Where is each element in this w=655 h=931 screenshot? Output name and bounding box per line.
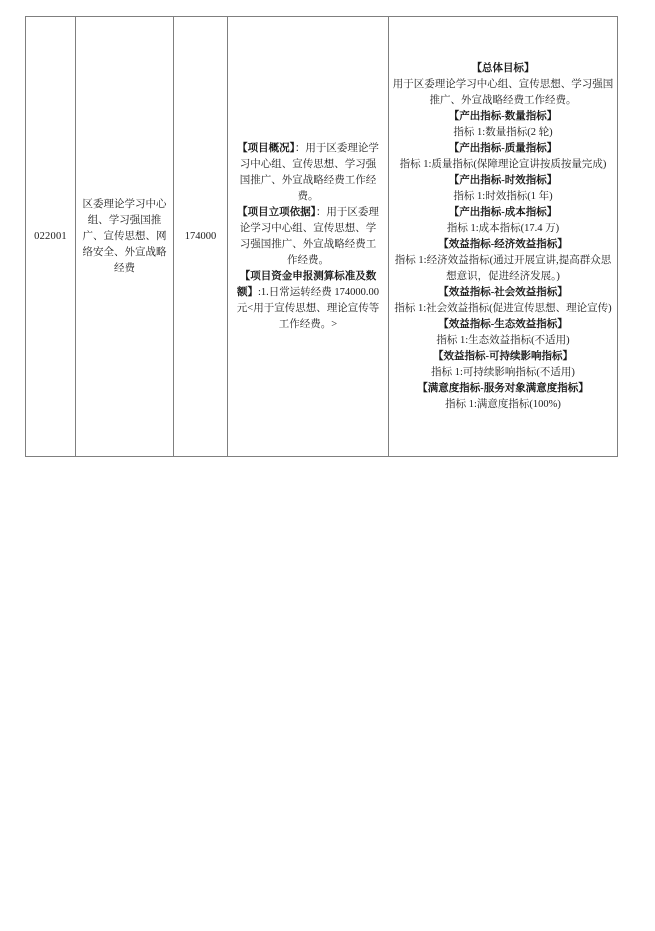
overview-section-label: 【项目立项依据】 xyxy=(237,206,316,218)
goal-line-text: 【效益指标-经济效益指标】 xyxy=(438,238,568,250)
goal-line xyxy=(391,77,615,109)
goal-line xyxy=(391,157,615,173)
goal-line-text: 指标 1:可持续影响指标(不适用) xyxy=(431,366,575,378)
goal-line-text: 指标 1:时效指标(1 年) xyxy=(453,190,553,202)
project-performance-table xyxy=(25,16,618,457)
budget-amount-cell xyxy=(174,17,228,456)
overview-section-label: 【项目资金申报测算标准及数额】 xyxy=(236,270,377,298)
goal-line xyxy=(391,253,615,285)
overview-section xyxy=(236,141,380,205)
goal-line xyxy=(391,333,615,349)
overview-section-label: 【项目概况】 xyxy=(237,142,295,154)
goal-line-text: 【效益指标-社会效益指标】 xyxy=(438,286,568,298)
goal-line-text: 指标 1:数量指标(2 轮) xyxy=(453,126,553,138)
goal-line xyxy=(391,189,615,205)
project-code: 022001 xyxy=(34,230,67,242)
project-name-cell xyxy=(76,17,174,456)
project-overview-cell xyxy=(228,17,389,456)
goal-line-text: 【产出指标-成本指标】 xyxy=(448,206,558,218)
budget-amount: 174000 xyxy=(184,230,217,242)
project-code-cell xyxy=(26,17,76,456)
goal-line xyxy=(391,173,615,189)
overview-section-text: ：用于区委理论学习中心组、宣传思想、学习强国推广、外宣战略经费工作经费。 xyxy=(239,206,379,266)
goal-line-text: 【总体目标】 xyxy=(471,62,535,74)
goal-line-text: 指标 1:成本指标(17.4 万) xyxy=(446,222,560,234)
goal-line-text: 【产出指标-时效指标】 xyxy=(448,174,558,186)
goal-line-text: 指标 1:生态效益指标(不适用) xyxy=(436,334,570,346)
goal-line xyxy=(391,397,615,413)
goal-line xyxy=(391,125,615,141)
goal-line-text: 用于区委理论学习中心组、宣传思想、学习强国推广、外宣战略经费工作经费。 xyxy=(392,78,614,106)
goal-line xyxy=(391,141,615,157)
goal-line-text: 指标 1:满意度指标(100%) xyxy=(445,398,561,410)
goal-line xyxy=(391,285,615,301)
goal-line xyxy=(391,365,615,381)
goal-line-text: 【效益指标-生态效益指标】 xyxy=(438,318,568,330)
goal-line xyxy=(391,61,615,77)
overview-section xyxy=(236,205,380,269)
goal-line-text: 【产出指标-质量指标】 xyxy=(448,142,558,154)
goal-line xyxy=(391,381,615,397)
goal-line-text: 指标 1:质量指标(保障理论宣讲按质按量完成) xyxy=(399,158,607,170)
goal-line-text: 【效益指标-可持续影响指标】 xyxy=(433,350,573,362)
goal-line-text: 【产出指标-数量指标】 xyxy=(448,110,558,122)
goal-line xyxy=(391,349,615,365)
overview-section xyxy=(236,269,380,333)
goal-line xyxy=(391,221,615,237)
goal-line-text: 指标 1:社会效益指标(促进宣传思想、理论宣传) xyxy=(394,302,612,314)
goal-line xyxy=(391,109,615,125)
goal-line xyxy=(391,317,615,333)
overview-section-text: ：用于区委理论学习中心组、宣传思想、学习强国推广、外宣战略经费工作经费。 xyxy=(239,142,379,202)
goal-line xyxy=(391,301,615,317)
project-name: 区委理论学习中心组、学习强国推广、宣传思想、网络安全、外宣战略经费 xyxy=(82,198,167,274)
goal-line-text: 【满意度指标-服务对象满意度指标】 xyxy=(417,382,589,394)
goal-line xyxy=(391,205,615,221)
goal-line xyxy=(391,237,615,253)
overview-section-text: :1.日常运转经费 174000.00元<用于宣传思想、理论宣传等工作经费。> xyxy=(236,286,380,330)
performance-goals-cell xyxy=(389,17,617,456)
goal-line-text: 指标 1:经济效益指标(通过开展宣讲,提高群众思想意识，促进经济发展。) xyxy=(394,254,612,282)
